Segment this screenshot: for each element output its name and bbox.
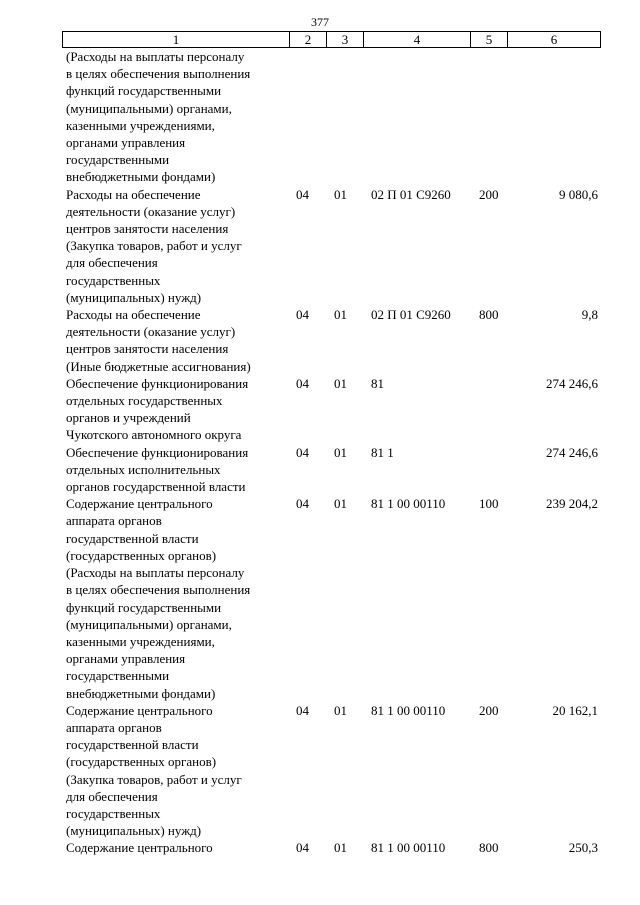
row-subsection: 01 — [334, 186, 347, 202]
row-expense-type: 800 — [479, 840, 499, 856]
row-amount: 250,3 — [568, 840, 598, 856]
row-description: Содержание центрального аппарата органов государственной власти (государственных органов) (Закупка товаров, работ и услуг для обеспечения государственных (муниципальных) нужд) — [66, 702, 242, 839]
row-target-code: 81 1 — [371, 444, 394, 460]
page-number: 377 — [311, 15, 329, 29]
table-row — [0, 495, 640, 701]
row-amount: 20 162,1 — [552, 702, 598, 718]
row-description: Содержание центрального — [66, 840, 213, 856]
row-description: Обеспечение функционирования отдельных исполнительных органов государственной власти — [66, 444, 249, 495]
row-subsection: 01 — [334, 702, 347, 718]
table-row — [0, 444, 640, 496]
row-expense-type: 100 — [479, 496, 499, 512]
column-header-6: 6 — [508, 32, 601, 48]
table-row — [0, 48, 640, 186]
row-section: 04 — [296, 496, 309, 512]
row-target-code: 81 — [371, 375, 384, 391]
row-subsection: 01 — [334, 444, 347, 460]
row-description: Обеспечение функционирования отдельных государственных органов и учреждений Чукотского автономного округа — [66, 375, 249, 443]
row-section: 04 — [296, 375, 309, 391]
row-amount: 239 204,2 — [546, 496, 598, 512]
row-section: 04 — [296, 702, 309, 718]
row-expense-type: 800 — [479, 307, 499, 323]
row-target-code: 81 1 00 00110 — [371, 496, 446, 512]
column-header-4: 4 — [364, 32, 471, 48]
column-header-1: 1 — [63, 32, 290, 48]
column-header-row — [63, 32, 601, 48]
row-amount: 9,8 — [581, 307, 598, 323]
row-expense-type: 200 — [479, 186, 499, 202]
table-row — [0, 839, 640, 856]
row-section: 04 — [296, 840, 309, 856]
row-section: 04 — [296, 307, 309, 323]
row-expense-type: 200 — [479, 702, 499, 718]
table-row — [0, 306, 640, 375]
row-subsection: 01 — [334, 496, 347, 512]
row-section: 04 — [296, 444, 309, 460]
table-row — [0, 375, 640, 444]
row-section: 04 — [296, 186, 309, 202]
column-header-3: 3 — [327, 32, 364, 48]
row-amount: 9 080,6 — [559, 186, 598, 202]
row-description: Расходы на обеспечение деятельности (оказание услуг) центров занятости населения (Закупка товаров, работ и услуг для обеспечения государственных (муниципальных) нужд) — [66, 186, 242, 305]
column-header-table — [62, 31, 601, 48]
column-header-2: 2 — [290, 32, 327, 48]
row-target-code: 81 1 00 00110 — [371, 840, 446, 856]
row-target-code: 02 П 01 С9260 — [371, 307, 451, 323]
row-subsection: 01 — [334, 307, 347, 323]
row-subsection: 01 — [334, 375, 347, 391]
row-description: Содержание центрального аппарата органов государственной власти (государственных органов) (Расходы на выплаты персоналу в целях обеспечения выполнения функций государственными (муниципальными) органами, казенными учреждениями, органами управления государственными внебюджетными фондами) — [66, 496, 251, 701]
table-row — [0, 702, 640, 840]
row-subsection: 01 — [334, 840, 347, 856]
row-amount: 274 246,6 — [546, 375, 598, 391]
budget-table-body — [0, 48, 640, 857]
row-description: Расходы на обеспечение деятельности (оказание услуг) центров занятости населения (Иные бюджетные ассигнования) — [66, 307, 251, 374]
row-target-code: 02 П 01 С9260 — [371, 186, 451, 202]
column-header-5: 5 — [471, 32, 508, 48]
table-row — [0, 186, 640, 306]
row-amount: 274 246,6 — [546, 444, 598, 460]
row-description: (Расходы на выплаты персоналу в целях обеспечения выполнения функций государственными (муниципальными) органами, казенными учреждениями, органами управления государственными внебюджетными фондами) — [66, 49, 251, 185]
row-target-code: 81 1 00 00110 — [371, 702, 446, 718]
